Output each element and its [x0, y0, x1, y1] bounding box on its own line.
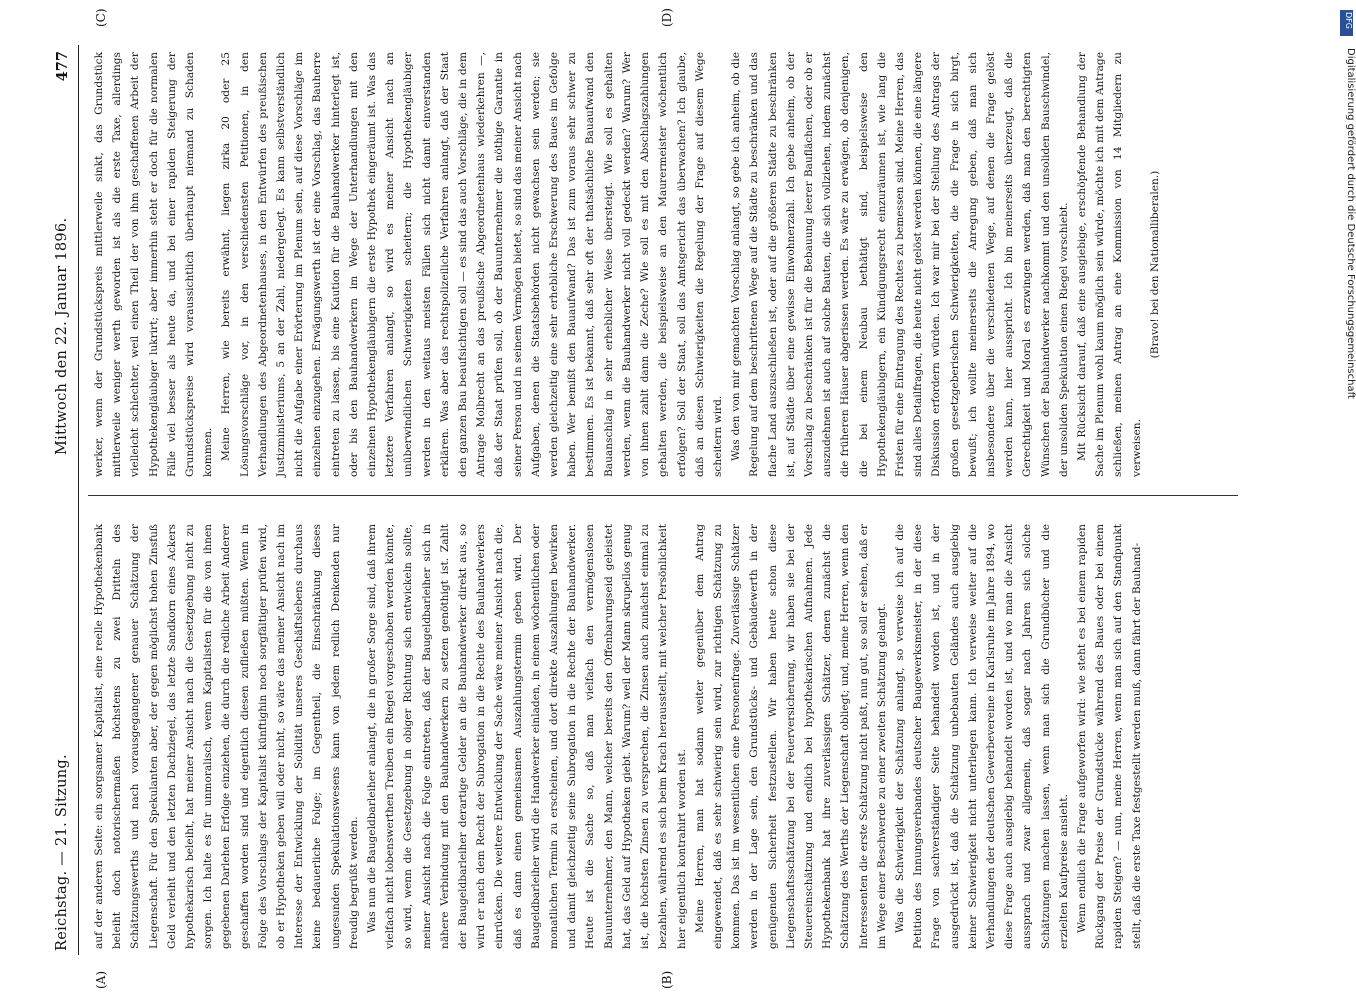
margin-marker-d: (D): [660, 8, 674, 27]
header-session-title: Reichstag. — 21. Sitzung.: [54, 754, 70, 951]
paragraph: Was den von mir gemachten Vorschlag anlangt, so gebe ich anheim, ob die Regelung auf dem beschrittenen Wege auf die Städte zu beschränken und das flache Land auszuschließen ist, oder auf die größeren Städte zu beschränken ist, auf Städte über eine gewisse Einwohnerzahl. Ich gebe anheim, ob der Vorschlag zu beschränken ist für die Bebauung leerer Bauflächen, oder ob er auszudehnen ist auch auf solche Bauten, die sich vollziehen, indem zunächst die früheren Häuser abgerissen werden. Es wäre zu erwägen, ob denjenigen, die bei einem Neubau bethätigt sind, beispielsweise den Hypothekengläubigern, ein Kündigungsrecht einzuräumen ist, wie lang die Fristen für eine Eintragung des Rechtes zu bemessen sind. Meine Herren, das sind alles Detailfragen, die heute nicht gelöst werden können, die eine längere Diskussion erfordern würden. Ich war mir bei der Stellung des Antrags der großen gesetzgeberischen Schwierigkeiten, die die Frage in sich birgt, bewußt; ich wollte meinerseits die Anregung geben, daß man sich insbesondere über die verschiedenen Wege, auf denen die Frage gelöst werden kann, hier ausspricht. Ich bin meinerseits überzeugt, daß die Gerechtigkeit und Moral es erzwingen werden, daß man den berechtigten Wünschen der Bauhandwerker nachkommt und den unsoliden Bauschwindel, der unsoliden Spekulation einen Riegel vorschiebt.: [730, 52, 1070, 477]
margin-marker-c: (C): [94, 8, 108, 27]
margin-marker-b: (B): [660, 970, 674, 989]
digitization-credit: [1336, 8, 1356, 992]
paragraph: Meine Herren, wie bereits erwähnt, liegen zirka 20 oder 25 Lösungsvorschläge vor, in den verschiedensten Petitionen, in den Verhandlungen des Abgeordnetenhauses, in den Entwürfen des preußischen Justizministeriums, 5 an der Zahl, niedergelegt. Es kann selbstverständlich nicht die Aufgabe einer Erörterung im Plenum sein, auf diese Vorschläge im einzelnen einzugehen. Erwägungswerth ist der eine Vorschlag, das Bauherre eintreten zu lassen, bis eine Kaution für die Bauhandwerker hinterlegt ist, oder bis den Bauhandwerkern im Wege der Unterhandlungen mit den einzelnen Hypothekengläubigern die erste Hypothek eingeräumt ist. Was das letztere Verfahren anlangt, so wird es meiner Ansicht nach an unüberwindlichen Schwierigkeiten scheitern; die Hypothekengläubiger werden in den weitaus meisten Fällen sich nicht damit einverstanden erklären. Was aber das rechtspolizeiliche Verfahren anlangt, daß der Staat den ganzen Bau beaufsichtigen soll — es sind das auch Vorschläge, die in dem Antrage Molbrecht an das preußische Abgeordnetenhaus wiederkehren —, daß der Staat prüfen soll, ob der Bauunternehmer die nöthige Garantie in seiner Person und in seinem Vermögen bietet, so sind das meiner Ansicht nach Aufgaben, denen die Staatsbehörden nicht gewachsen sein werden; sie werden gleichzeitig eine sehr erhebliche Erschwerung des Baues im Gefolge haben. Wer bemißt den Bauaufwand? Das ist zum voraus sehr schwer zu bestimmen. Es ist bekannt, daß sehr oft der thatsächliche Bauaufwand den Bauanschlag in sehr erheblicher Weise übersteigt. Wie soll es gehalten werden, wenn die Bauhandwerker nicht voll gedeckt werden? Warum? Wer von ihnen zahlt dann die Zeche? Wie soll es mit den Abschlagszahlungen gehalten werden, die beispielsweise an den Maurermeister wöchentlich erfolgen? Soll der Staat, soll das Amtsgericht das überwachen? Ich glaube, daß an diesen Schwierigkeiten die Regelung der Frage auf diesem Wege scheitern wird.: [220, 52, 724, 477]
paragraph: Meine Herren, man hat sodann weiter gegenüber dem Antrag eingewendet, daß es sehr schwierig sein wird, zur richtigen Schätzung zu kommen. Das ist im wesentlichen eine Personenfrage. Zuverlässige Schätzer werden in der Lage sein, den Grundstücks- und Gebäudewerth in der genügenden Sicherheit festzustellen. Wir haben heute schon diese Liegenschaftsschätzung bei der Feuerversicherung, wir haben sie bei der Steuereinschätzung und endlich bei hypothekarischen Aufnahmen. Jede Hypothekenbank hat ihre zuverlässigen Schätzer, denen zunächst die Schätzung des Werths der Liegenschaft obliegt; und, meine Herren, wenn den Interessenten die erste Schätzung nicht paßt, nun gut, so soll er sehen, daß er im Wege einer Beschwerde zu einer zweiten Schätzung gelangt.: [693, 524, 888, 949]
paragraph: werker, wenn der Grundstückspreis mittlerweile sinkt, das Grundstück mittlerweile weniger werth geworden ist als die erste Taxe, allerdings vielleicht schlechter, weil einen Theil der von ihm geschaffenen Arbeit der Hypothekengläubiger lukrirt; aber immerhin steht er doch für die normalen Fälle viel besser als heute da, und bei einer rapiden Steigerung der Grundstückspreise wird voraussichtlich überhaupt niemand zu Schaden kommen.: [93, 52, 215, 477]
column-divider: [88, 495, 1238, 496]
rotated-page-content: [50, 8, 1280, 989]
credit-text: Digitalisierung gefördert durch die Deutsche Forschungsgemeinschaft: [1345, 48, 1356, 399]
paragraph: Was die Schwierigkeit der Schätzung anlangt, so verweise ich auf die Petition des Innungsverbandes deutscher Baugewerksmeister, in der diese Frage von sachverständiger Seite behandelt worden ist, und in der ausgedrückt ist, daß die Schätzung unbebauten Geländes auch ausgiebig keiner Schwierigkeit nicht unterliegen kann. Ich verweise weiter auf die Verhandlungen der deutschen Gewerbevereine in Karlsruhe im Jahre 1894, wo diese Frage auch ausgiebig behandelt worden ist, und wo man die Ansicht aussprach und zwar allgemein, daß sogar nach Jahren sich solche Schätzungen machen lassen, wenn man sich die Grundbücher und die erzielten Kaufpreise ansieht.: [893, 524, 1070, 949]
paragraph-applause: (Bravo! bei den Nationalliberalen.): [1148, 170, 1161, 359]
text-column-left: [90, 524, 1240, 949]
running-header: [50, 45, 78, 955]
paragraph: Wenn endlich die Frage aufgeworfen wird: wie steht es bei einem rapiden Rückgang der Preise der Grundstücke während des Baues oder bei einem rapiden Steigen? — nun, meine Herren, wenn man sich auf den Standpunkt stellt, daß die erste Taxe festgestellt werden muß, dann fährt der Bauhand-: [1075, 524, 1143, 949]
text-column-right: [90, 52, 1240, 477]
margin-marker-a: (A): [94, 970, 108, 989]
dfg-logo: DFG: [1340, 10, 1353, 36]
paragraph: Mit Rücksicht darauf, daß eine ausgiebige, erschöpfende Behandlung der Sache im Plenum wohl kaum möglich sein würde, möchte ich mit dem Antrage schließen, meinen Antrag an eine Kommission von 14 Mitgliedern zu verweisen.: [1075, 52, 1143, 477]
paragraph: Was nun die Baugeldbarleiher anlangt, die in großer Sorge sind, daß ihrem vielfach nicht lobenswerthen Treiben ein Riegel vorgeschoben werden könnte, so wird, wenn die Gesetzgebung in obiger Richtung sich entwickeln sollte, meiner Ansicht nach die Folge eintreten, daß der Baugeldbarleiher sich in nähere Verbindung mit den Bauhandwerkern zu setzen genöthigt ist. Zahlt der Baugeldbarleiher derartige Gelder an die Bauhandwerker direkt aus, so wird er nach dem Recht der Subrogation in die Rechte des Bauhandwerkers einrücken. Die weitere Entwicklung der Sache wäre meiner Ansicht nach die, daß es dann einen gemeinsamen Auszahlungstermin geben wird. Der Baugeldbarleiher wird die Handwerker einladen, in einem wöchentlichen oder monatlichen Termin zu erscheinen, und dort direkte Auszahlungen bewirken und damit gleichzeitig seine Subrogation in die Rechte der Bauhandwerker. Heute ist die Sache so, daß man vielfach den vermögenslosen Bauunternehmer, den Mann, welcher bereits den Offenbarungseid geleistet hat, das Geld auf Hypotheken giebt. Warum? weil der Mann skrupellos genug ist, die höchsten Zinsen zu versprechen, die Zinsen auch zunächst einmal zu bezahlen, während es sich beim Krach herausstellt, mit welcher Persönlichkeit hier eigentlich kontrahirt worden ist.: [366, 524, 688, 949]
page-number: 477: [54, 51, 71, 82]
header-date: Mittwoch den 22. Januar 1896.: [54, 217, 70, 455]
header-rule: [78, 45, 79, 955]
paragraph: auf der anderen Seite: ein sorgsamer Kapitalist, eine reelle Hypothekenbank beleiht doch notorischermaßen höchstens zu zwei Dritteln des Schätzungswerths und nach vorausgegangener genauer Schätzung der Liegenschaft. Für den Spekulanten aber, der gegen möglichst hohen Zinsfuß Geld verleiht und den letzten Dachziegel, das letzte Sandkorn eines Ackers hypothekarisch beleiht, hat meiner Ansicht nach die Gesetzgebung nicht zu sorgen. Ich halte es für unmoralisch, wenn Kapitalisten für die von ihnen gegebenen Darlehen Erfolge einziehen, die durch die redliche Arbeit Anderer geschaffen worden sind und eigentlich diesen zufließen müßten. Wenn in Folge des Vorschlags der Kapitalist künftighin noch sorgfältiger prüfen wird, ob er Hypotheken geben will oder nicht, so wäre das meiner Ansicht nach im Interesse der Entwicklung der Solidität unseres Geschäftslebens durchaus keine bedauerliche Folge; im Gegentheil, die Einschränkung dieses ungesunden Spekulationswesens kann von jedem redlich Denkenden nur freudig begrüßt werden.: [93, 524, 360, 949]
